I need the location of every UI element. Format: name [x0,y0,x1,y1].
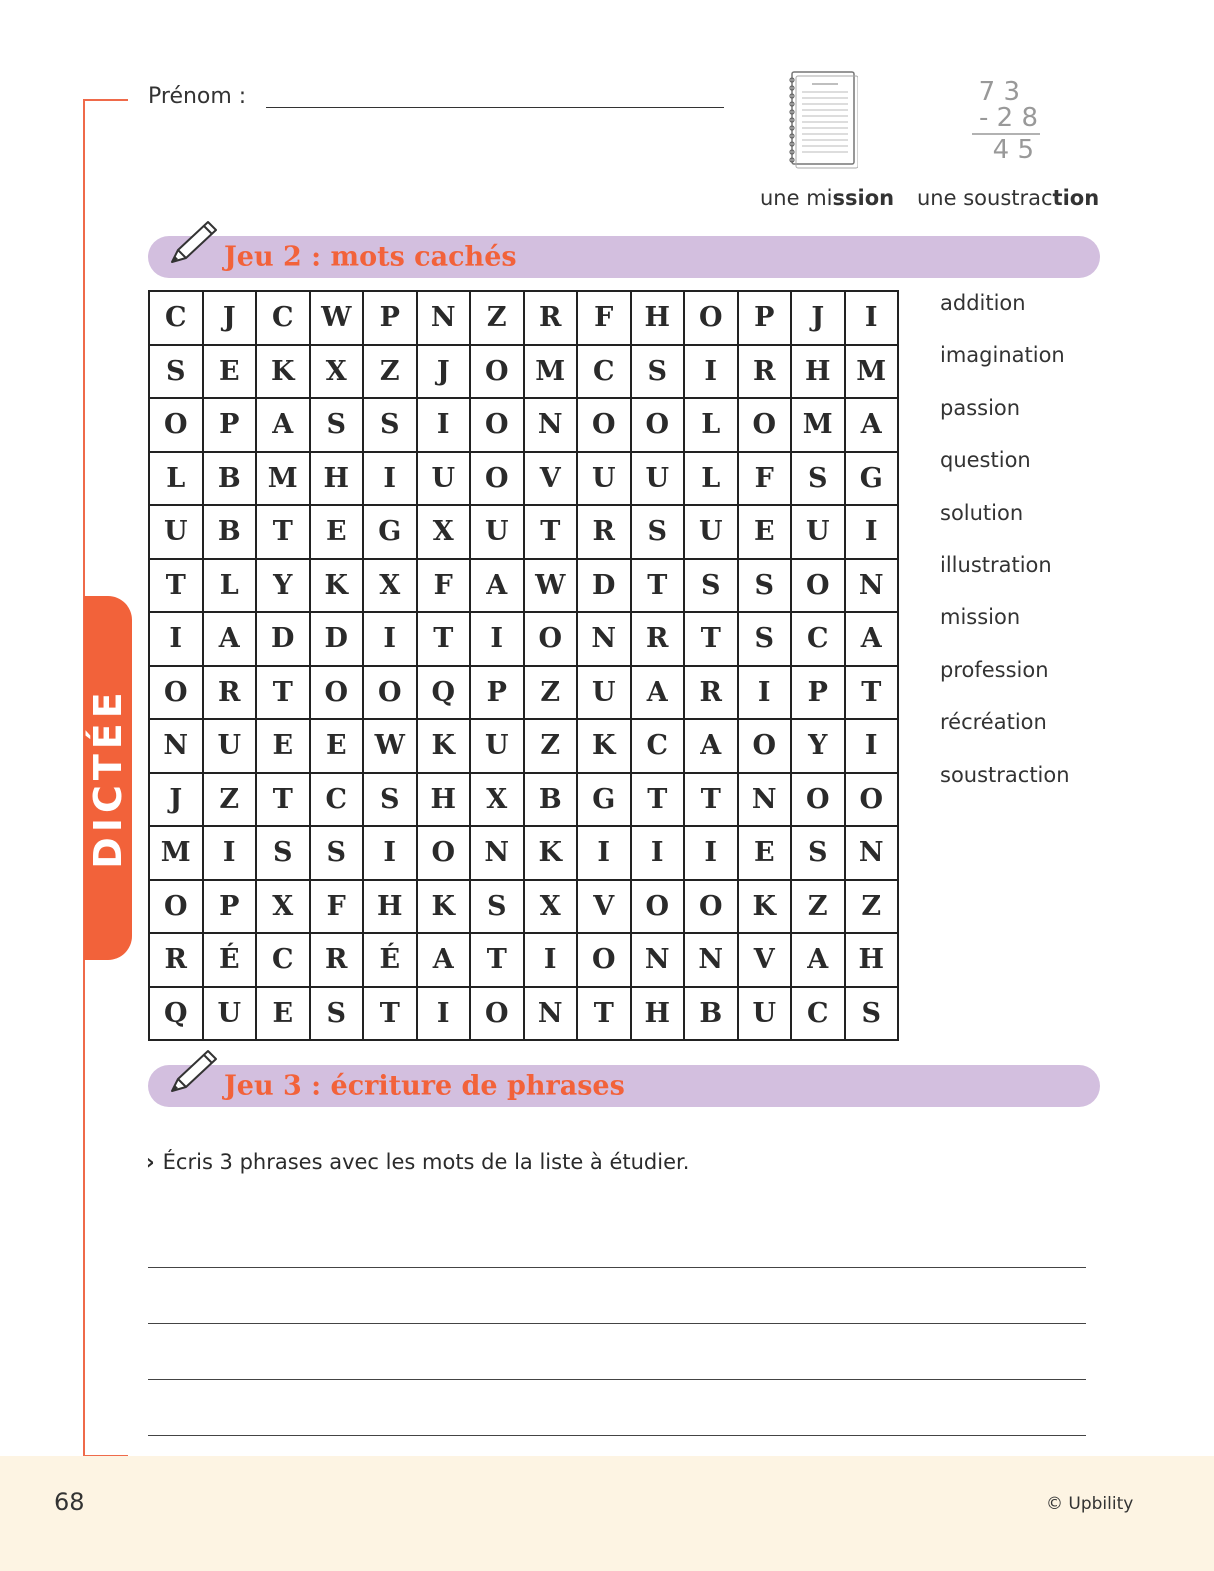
grid-cell[interactable]: N [738,773,792,827]
grid-cell[interactable]: O [363,666,417,720]
grid-cell[interactable]: T [470,933,524,987]
grid-cell[interactable]: W [363,719,417,773]
subtraction-illustration [968,74,1044,166]
grid-cell[interactable]: I [738,666,792,720]
grid-cell[interactable]: O [310,666,364,720]
grid-cell[interactable]: T [417,612,471,666]
grid-cell[interactable]: O [738,719,792,773]
grid-cell[interactable]: O [684,291,738,345]
grid-cell[interactable]: I [684,345,738,399]
grid-cell[interactable]: C [791,987,845,1041]
grid-cell[interactable]: K [417,880,471,934]
prenom-line[interactable] [266,107,724,108]
grid-cell[interactable]: W [310,291,364,345]
grid-cell[interactable]: Z [524,719,578,773]
grid-cell[interactable]: S [310,826,364,880]
grid-cell[interactable]: U [577,452,631,506]
grid-cell[interactable]: U [738,987,792,1041]
vocab-bold: ssion [832,186,895,210]
grid-cell[interactable]: Q [149,987,203,1041]
grid-cell[interactable]: S [791,452,845,506]
grid-cell[interactable]: U [470,719,524,773]
grid-cell[interactable]: O [470,987,524,1041]
grid-cell[interactable]: J [203,291,257,345]
grid-cell[interactable]: P [791,666,845,720]
grid-cell[interactable]: A [845,612,899,666]
grid-cell[interactable]: É [363,933,417,987]
grid-row [149,826,898,880]
grid-cell[interactable]: U [791,505,845,559]
grid-cell[interactable]: H [310,452,364,506]
grid-cell[interactable]: U [417,452,471,506]
grid-cell[interactable]: O [845,773,899,827]
grid-cell[interactable]: U [684,505,738,559]
grid-cell[interactable]: S [845,987,899,1041]
grid-cell[interactable]: D [310,612,364,666]
grid-cell[interactable]: I [684,826,738,880]
calc-result: 4 5 [992,135,1034,165]
grid-cell[interactable]: X [256,880,310,934]
grid-cell[interactable]: C [631,719,685,773]
word-list [940,290,1070,814]
grid-cell[interactable]: O [577,933,631,987]
grid-cell[interactable]: F [577,291,631,345]
subtraction-graphic [968,74,1044,166]
grid-cell[interactable]: O [791,773,845,827]
grid-row [149,773,898,827]
grid-cell[interactable]: U [631,452,685,506]
grid-cell[interactable]: M [149,826,203,880]
grid-row [149,612,898,666]
grid-cell[interactable]: N [631,933,685,987]
grid-cell[interactable]: C [256,933,310,987]
writing-line[interactable] [148,1379,1086,1380]
grid-cell[interactable]: M [845,345,899,399]
grid-cell[interactable]: O [631,398,685,452]
grid-row [149,666,898,720]
grid-cell[interactable]: R [149,933,203,987]
jeu3-instruction [146,1150,689,1174]
grid-cell[interactable]: R [631,612,685,666]
grid-cell[interactable]: R [203,666,257,720]
grid-cell[interactable]: H [363,880,417,934]
grid-cell[interactable]: K [417,719,471,773]
copyright: © Upbility [1046,1494,1134,1514]
grid-cell[interactable]: A [631,666,685,720]
grid-cell[interactable]: Z [363,345,417,399]
grid-cell[interactable]: F [417,559,471,613]
grid-cell[interactable]: S [684,559,738,613]
grid-cell[interactable]: S [310,398,364,452]
grid-cell[interactable]: T [631,559,685,613]
grid-cell[interactable]: T [256,773,310,827]
grid-cell[interactable]: O [470,398,524,452]
vocab-word-soustraction [917,186,1099,210]
grid-cell[interactable]: I [363,452,417,506]
jeu2-banner [148,236,1100,278]
grid-cell[interactable]: O [417,826,471,880]
chevron-right-icon: › [146,1150,155,1174]
grid-cell[interactable]: Z [524,666,578,720]
grid-cell[interactable]: T [363,987,417,1041]
grid-cell[interactable]: H [845,933,899,987]
grid-cell[interactable]: A [791,933,845,987]
grid-cell[interactable]: H [631,987,685,1041]
grid-cell[interactable]: X [470,773,524,827]
grid-cell[interactable]: L [684,452,738,506]
grid-cell[interactable]: O [524,612,578,666]
grid-cell[interactable]: E [738,505,792,559]
grid-cell[interactable]: G [577,773,631,827]
writing-line[interactable] [148,1267,1086,1268]
grid-cell[interactable]: I [203,826,257,880]
grid-cell[interactable]: S [310,987,364,1041]
frame-top-line [84,99,128,101]
grid-cell[interactable]: R [524,291,578,345]
grid-cell[interactable]: B [203,505,257,559]
footer-band [0,1456,1214,1571]
grid-row [149,345,898,399]
grid-cell[interactable]: A [845,398,899,452]
grid-cell[interactable]: T [577,987,631,1041]
grid-cell[interactable]: E [310,505,364,559]
grid-cell[interactable]: O [791,559,845,613]
grid-cell[interactable]: I [363,612,417,666]
pencil-icon [166,216,222,268]
grid-cell[interactable]: P [470,666,524,720]
grid-cell[interactable]: A [417,933,471,987]
word-list-item: question [940,448,1031,473]
grid-cell[interactable]: I [524,933,578,987]
grid-cell[interactable]: T [845,666,899,720]
instruction-text: Écris 3 phrases avec les mots de la liste à étudier. [162,1150,690,1174]
grid-cell[interactable]: P [203,880,257,934]
grid-cell[interactable]: Z [203,773,257,827]
prenom-label: Prénom : [148,84,247,109]
grid-cell[interactable]: K [577,719,631,773]
grid-cell[interactable]: L [149,452,203,506]
grid-cell[interactable]: O [577,398,631,452]
grid-row [149,719,898,773]
grid-cell[interactable]: X [524,880,578,934]
grid-cell[interactable]: H [791,345,845,399]
grid-cell[interactable]: I [363,826,417,880]
grid-cell[interactable]: M [524,345,578,399]
grid-cell[interactable]: N [845,559,899,613]
grid-cell[interactable]: T [631,773,685,827]
grid-cell[interactable]: N [577,612,631,666]
vocab-prefix: une mi [760,186,833,210]
grid-cell[interactable]: I [149,612,203,666]
grid-cell[interactable]: O [149,666,203,720]
grid-cell[interactable]: Q [417,666,471,720]
notebook-icon [786,70,858,170]
grid-cell[interactable]: T [256,505,310,559]
grid-cell[interactable]: K [738,880,792,934]
grid-row [149,987,898,1041]
grid-cell[interactable]: X [417,505,471,559]
pencil-icon [166,1045,222,1097]
grid-cell[interactable]: É [203,933,257,987]
grid-cell[interactable]: S [470,880,524,934]
word-list-item: récréation [940,710,1047,735]
grid-cell[interactable]: N [470,826,524,880]
grid-cell[interactable]: F [310,880,364,934]
word-list-item: imagination [940,343,1065,368]
grid-cell[interactable]: T [524,505,578,559]
grid-cell[interactable]: I [577,826,631,880]
grid-cell[interactable]: T [684,612,738,666]
grid-cell[interactable]: T [256,666,310,720]
grid-cell[interactable]: U [149,505,203,559]
grid-cell[interactable]: A [203,612,257,666]
grid-cell[interactable]: Z [791,880,845,934]
grid-cell[interactable]: J [417,345,471,399]
grid-cell[interactable]: E [256,987,310,1041]
grid-cell[interactable]: D [256,612,310,666]
grid-cell[interactable]: I [845,505,899,559]
grid-cell[interactable]: Y [256,559,310,613]
page-number: 68 [54,1488,85,1516]
word-list-item: addition [940,291,1026,315]
grid-cell[interactable]: R [310,933,364,987]
grid-cell[interactable]: K [256,345,310,399]
grid-row [149,559,898,613]
grid-cell[interactable]: A [684,719,738,773]
grid-cell[interactable]: B [524,773,578,827]
grid-cell[interactable]: V [738,933,792,987]
word-list-item: profession [940,657,1049,682]
grid-cell[interactable]: C [310,773,364,827]
grid-cell[interactable]: I [470,612,524,666]
grid-row [149,933,898,987]
vocab-word-mission [760,186,894,210]
grid-cell[interactable]: H [417,773,471,827]
grid-cell[interactable]: W [524,559,578,613]
word-list-item: mission [940,605,1021,630]
grid-cell[interactable]: C [791,612,845,666]
grid-cell[interactable]: Z [470,291,524,345]
grid-cell[interactable]: O [149,398,203,452]
grid-cell[interactable]: M [791,398,845,452]
grid-cell[interactable]: B [203,452,257,506]
grid-cell[interactable]: B [684,987,738,1041]
grid-cell[interactable]: S [631,505,685,559]
grid-cell[interactable]: N [524,987,578,1041]
grid-cell[interactable]: S [631,345,685,399]
grid-cell[interactable]: U [577,666,631,720]
vocab-prefix: une soustrac [917,186,1053,210]
grid-cell[interactable]: S [363,773,417,827]
grid-row [149,398,898,452]
word-search-grid [148,290,899,1041]
grid-cell[interactable]: U [203,719,257,773]
grid-cell[interactable]: C [256,291,310,345]
grid-cell[interactable]: X [363,559,417,613]
grid-cell[interactable]: Z [845,880,899,934]
grid-cell[interactable]: E [256,719,310,773]
grid-cell[interactable]: S [256,826,310,880]
grid-cell[interactable]: I [417,987,471,1041]
grid-cell[interactable]: O [684,880,738,934]
grid-cell[interactable]: P [363,291,417,345]
word-list-item: soustraction [940,762,1070,787]
grid-cell[interactable]: O [149,880,203,934]
grid-cell[interactable]: R [577,505,631,559]
grid-cell[interactable]: C [149,291,203,345]
grid-cell[interactable]: M [256,452,310,506]
grid-cell[interactable]: O [631,880,685,934]
calc-minus: - 2 8 [979,103,1038,133]
grid-cell[interactable]: X [310,345,364,399]
grid-cell[interactable]: N [684,933,738,987]
grid-cell[interactable]: O [738,398,792,452]
grid-cell[interactable]: N [417,291,471,345]
grid-cell[interactable]: V [577,880,631,934]
grid-cell[interactable]: I [845,291,899,345]
grid-cell[interactable]: P [738,291,792,345]
grid-cell[interactable]: D [577,559,631,613]
grid-cell[interactable]: I [417,398,471,452]
jeu3-title: Jeu 3 : écriture de phrases [224,1070,625,1102]
grid-cell[interactable]: U [203,987,257,1041]
word-list-item: passion [940,395,1021,420]
grid-cell[interactable]: S [738,559,792,613]
grid-cell[interactable]: R [684,666,738,720]
grid-cell[interactable]: Y [791,719,845,773]
grid-cell[interactable]: A [470,559,524,613]
grid-cell[interactable]: U [470,505,524,559]
grid-cell[interactable]: S [791,826,845,880]
word-list-item: solution [940,500,1024,525]
grid-cell[interactable]: S [149,345,203,399]
grid-cell[interactable]: E [203,345,257,399]
grid-cell[interactable]: K [524,826,578,880]
grid-cell[interactable]: S [363,398,417,452]
grid-cell[interactable]: G [845,452,899,506]
writing-line[interactable] [148,1323,1086,1324]
grid-cell[interactable]: G [363,505,417,559]
jeu3-banner [148,1065,1100,1107]
grid-row [149,452,898,506]
side-tab-label: DICTÉE [86,687,130,869]
grid-cell[interactable]: I [631,826,685,880]
grid-cell[interactable]: I [845,719,899,773]
grid-cell[interactable]: J [149,773,203,827]
grid-row [149,505,898,559]
grid-cell[interactable]: L [684,398,738,452]
grid-cell[interactable]: C [577,345,631,399]
jeu2-title: Jeu 2 : mots cachés [224,241,517,273]
grid-cell[interactable]: K [310,559,364,613]
grid-cell[interactable]: S [738,612,792,666]
calc-top: 7 3 [978,77,1020,107]
grid-row [149,291,898,345]
grid-cell[interactable]: F [738,452,792,506]
grid-cell[interactable]: N [845,826,899,880]
grid-cell[interactable]: V [524,452,578,506]
grid-cell[interactable]: A [256,398,310,452]
grid-cell[interactable]: L [203,559,257,613]
grid-cell[interactable]: N [524,398,578,452]
grid-cell[interactable]: R [738,345,792,399]
grid-cell[interactable]: O [470,452,524,506]
grid-cell[interactable]: N [149,719,203,773]
grid-row [149,880,898,934]
grid-cell[interactable]: E [738,826,792,880]
grid-cell[interactable]: J [791,291,845,345]
writing-line[interactable] [148,1435,1086,1436]
grid-cell[interactable]: T [149,559,203,613]
grid-cell[interactable]: T [684,773,738,827]
vocab-bold: tion [1052,186,1100,210]
grid-cell[interactable]: H [631,291,685,345]
side-tab [84,596,132,960]
grid-cell[interactable]: O [470,345,524,399]
word-list-item: illustration [940,552,1052,577]
grid-cell[interactable]: P [203,398,257,452]
grid-cell[interactable]: E [310,719,364,773]
